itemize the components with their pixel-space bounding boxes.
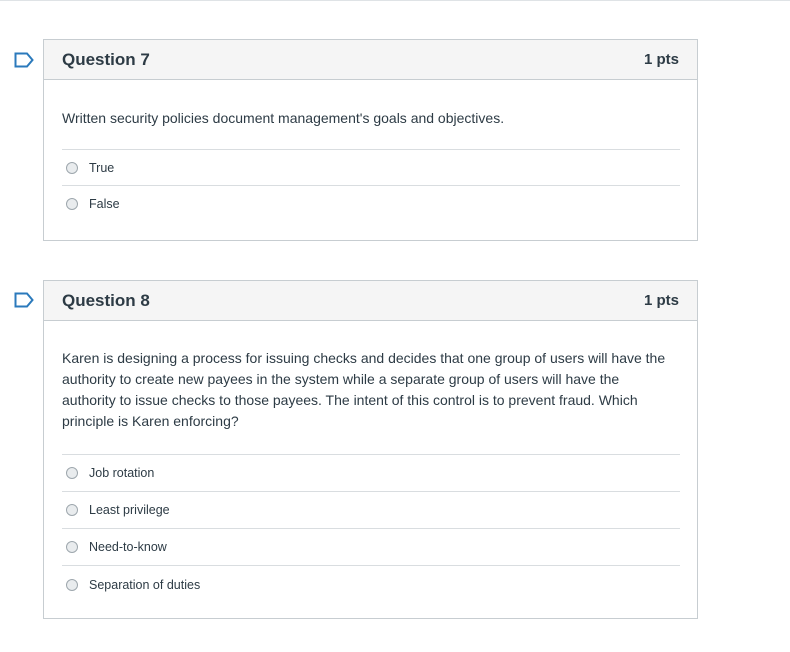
question-title: Question 8 bbox=[62, 290, 150, 310]
answer-label: False bbox=[89, 197, 120, 211]
question-card bbox=[43, 280, 698, 619]
question-header bbox=[44, 281, 697, 321]
radio-button[interactable] bbox=[66, 467, 78, 479]
answer-option[interactable] bbox=[62, 492, 680, 529]
answer-label: True bbox=[89, 160, 115, 175]
answer-label: Separation of duties bbox=[89, 577, 201, 592]
answer-option[interactable] bbox=[62, 455, 680, 492]
answer-list bbox=[62, 454, 680, 603]
answer-label: Least privilege bbox=[89, 503, 170, 517]
flag-question-icon[interactable] bbox=[14, 292, 34, 308]
radio-button[interactable] bbox=[66, 198, 78, 210]
answer-list bbox=[62, 149, 680, 222]
radio-button[interactable] bbox=[66, 162, 78, 174]
answer-label: Job rotation bbox=[89, 466, 155, 480]
radio-button[interactable] bbox=[66, 504, 78, 516]
question-header bbox=[44, 40, 697, 80]
question-text: Written security policies document management's goals and objectives. bbox=[62, 110, 505, 126]
question-text: Karen is designing a process for issuing checks and decides that one group of users will have the authority to create new payees in the system while a separate group of users will have the authority to issue checks to those payees. The intent of this control is to prevent fraud. Which principle is Karen enforcing? bbox=[62, 350, 666, 429]
question-points: 1 pts bbox=[643, 292, 679, 309]
question-body bbox=[44, 80, 697, 222]
radio-button[interactable] bbox=[66, 541, 78, 553]
answer-option[interactable] bbox=[62, 529, 680, 566]
radio-button[interactable] bbox=[66, 579, 78, 591]
question-points: 1 pts bbox=[643, 51, 679, 68]
answer-option[interactable] bbox=[62, 186, 680, 222]
question-body bbox=[44, 321, 697, 603]
answer-label: Need-to-know bbox=[89, 540, 167, 554]
answer-option[interactable] bbox=[62, 566, 680, 603]
flag-question-icon[interactable] bbox=[14, 52, 34, 68]
question-card bbox=[43, 39, 698, 241]
question-title: Question 7 bbox=[62, 49, 150, 69]
answer-option[interactable] bbox=[62, 150, 680, 186]
top-divider bbox=[0, 0, 790, 1]
